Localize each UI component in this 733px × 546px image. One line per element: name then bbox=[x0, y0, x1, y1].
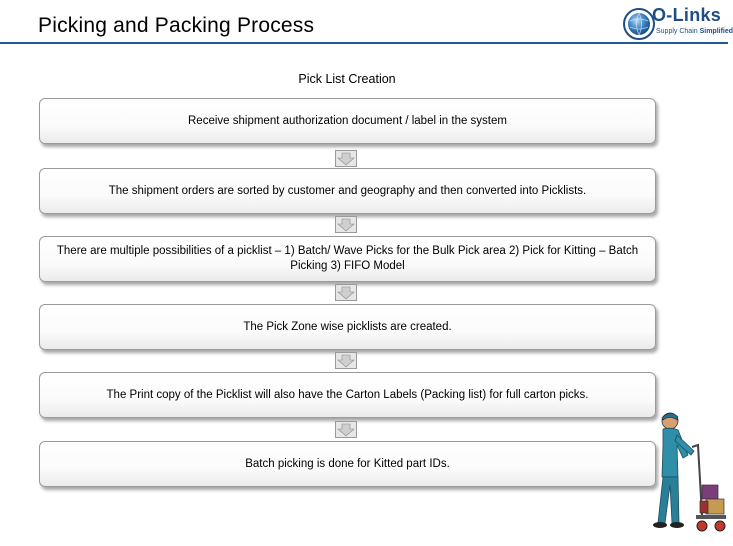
logo-tag-plain: Supply Chain bbox=[656, 28, 698, 35]
step-box-2: The shipment orders are sorted by customer and geography and then converted into Picklists. bbox=[39, 168, 656, 214]
down-arrow-icon bbox=[335, 150, 357, 167]
step-box-4: The Pick Zone wise picklists are created. bbox=[39, 304, 656, 350]
step-box-1: Receive shipment authorization document / label in the system bbox=[39, 98, 656, 144]
page-title: Picking and Packing Process bbox=[38, 14, 315, 37]
diagram-title: Pick List Creation bbox=[298, 72, 396, 86]
down-arrow-icon bbox=[335, 284, 357, 301]
company-logo bbox=[622, 5, 733, 42]
step-box-5: The Print copy of the Picklist will also have the Carton Labels (Packing list) for full carton picks. bbox=[39, 372, 656, 418]
logo-tag-bold: Simplified bbox=[699, 28, 733, 35]
down-arrow-icon bbox=[335, 352, 357, 369]
logo-name: O-Links bbox=[652, 5, 722, 25]
warehouse-worker-with-cart-icon bbox=[650, 405, 728, 540]
step-box-6: Batch picking is done for Kitted part IDs. bbox=[39, 441, 656, 487]
down-arrow-icon bbox=[335, 421, 357, 438]
logo-tagline bbox=[656, 28, 733, 35]
header-divider bbox=[0, 42, 728, 44]
down-arrow-icon bbox=[335, 216, 357, 233]
step-box-3: There are multiple possibilities of a picklist – 1) Batch/ Wave Picks for the Bulk Pick area 2) Pick for Kitting – Batch Picking 3) FIFO Model bbox=[39, 236, 656, 282]
